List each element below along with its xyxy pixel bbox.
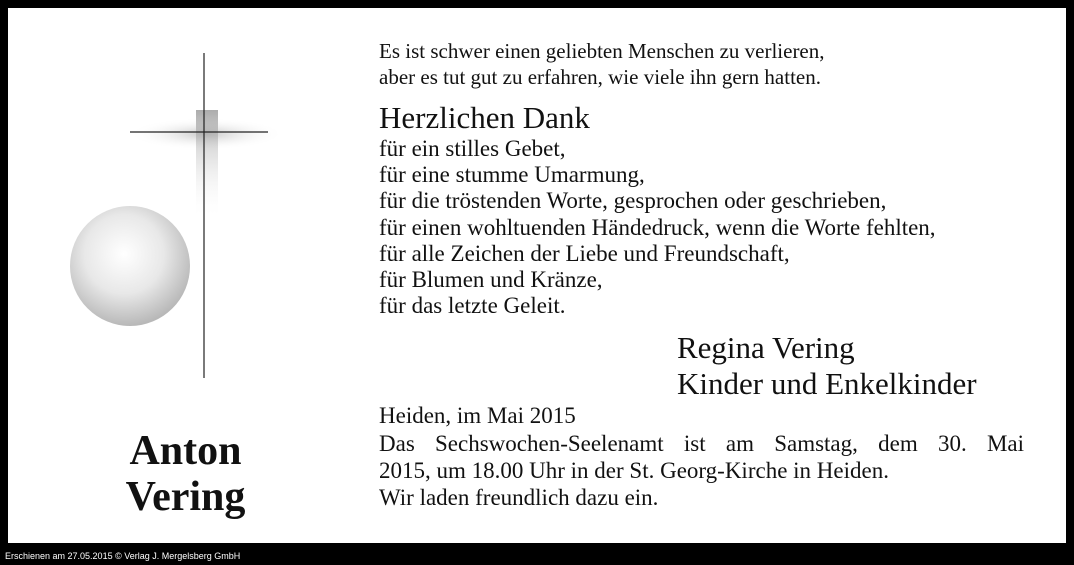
deceased-last-name: Vering — [125, 474, 246, 520]
notice-line: Wir laden freundlich dazu ein. — [379, 485, 659, 510]
thanks-line: für alle Zeichen der Liebe und Freundschaft, — [379, 240, 790, 266]
thanks-line: für eine stumme Umarmung, — [379, 162, 645, 188]
cross-decoration — [58, 48, 288, 393]
intro-line: aber es tut gut zu erfahren, wie viele ihn gern hatten. — [379, 65, 821, 89]
thanks-line: für die tröstenden Worte, gesprochen oder geschrieben, — [379, 188, 887, 214]
service-notice — [379, 430, 1024, 511]
intro-text — [379, 38, 825, 90]
intro-line: Es ist schwer einen geliebten Menschen zu verlieren, — [379, 39, 825, 63]
thanks-line: für einen wohltuenden Händedruck, wenn die Worte fehlten, — [379, 214, 936, 240]
thanks-line: für ein stilles Gebet, — [379, 136, 566, 161]
signatory-family: Kinder und Enkelkinder — [677, 366, 977, 401]
sphere-icon — [70, 206, 190, 326]
place-date: Heiden, im Mai 2015 — [379, 403, 576, 428]
signatory-name: Regina Vering — [677, 330, 855, 365]
notice-line: Das Sechswochen-Seelenamt ist am Samstag, dem 30. Mai — [379, 431, 1024, 456]
deceased-name — [108, 428, 263, 520]
thanks-line: für Blumen und Kränze, — [379, 267, 603, 293]
notice-line: 2015, um 18.00 Uhr in der St. Georg-Kirche in Heiden. — [379, 458, 889, 483]
signatories — [677, 330, 977, 402]
thanks-list — [379, 136, 936, 319]
thanks-line: für das letzte Geleit. — [379, 293, 566, 319]
thanks-heading: Herzlichen Dank — [379, 100, 590, 135]
deceased-first-name: Anton — [129, 428, 242, 474]
publication-footer: Erschienen am 27.05.2015 © Verlag J. Mergelsberg GmbH — [5, 551, 241, 561]
obituary-card — [8, 8, 1066, 543]
